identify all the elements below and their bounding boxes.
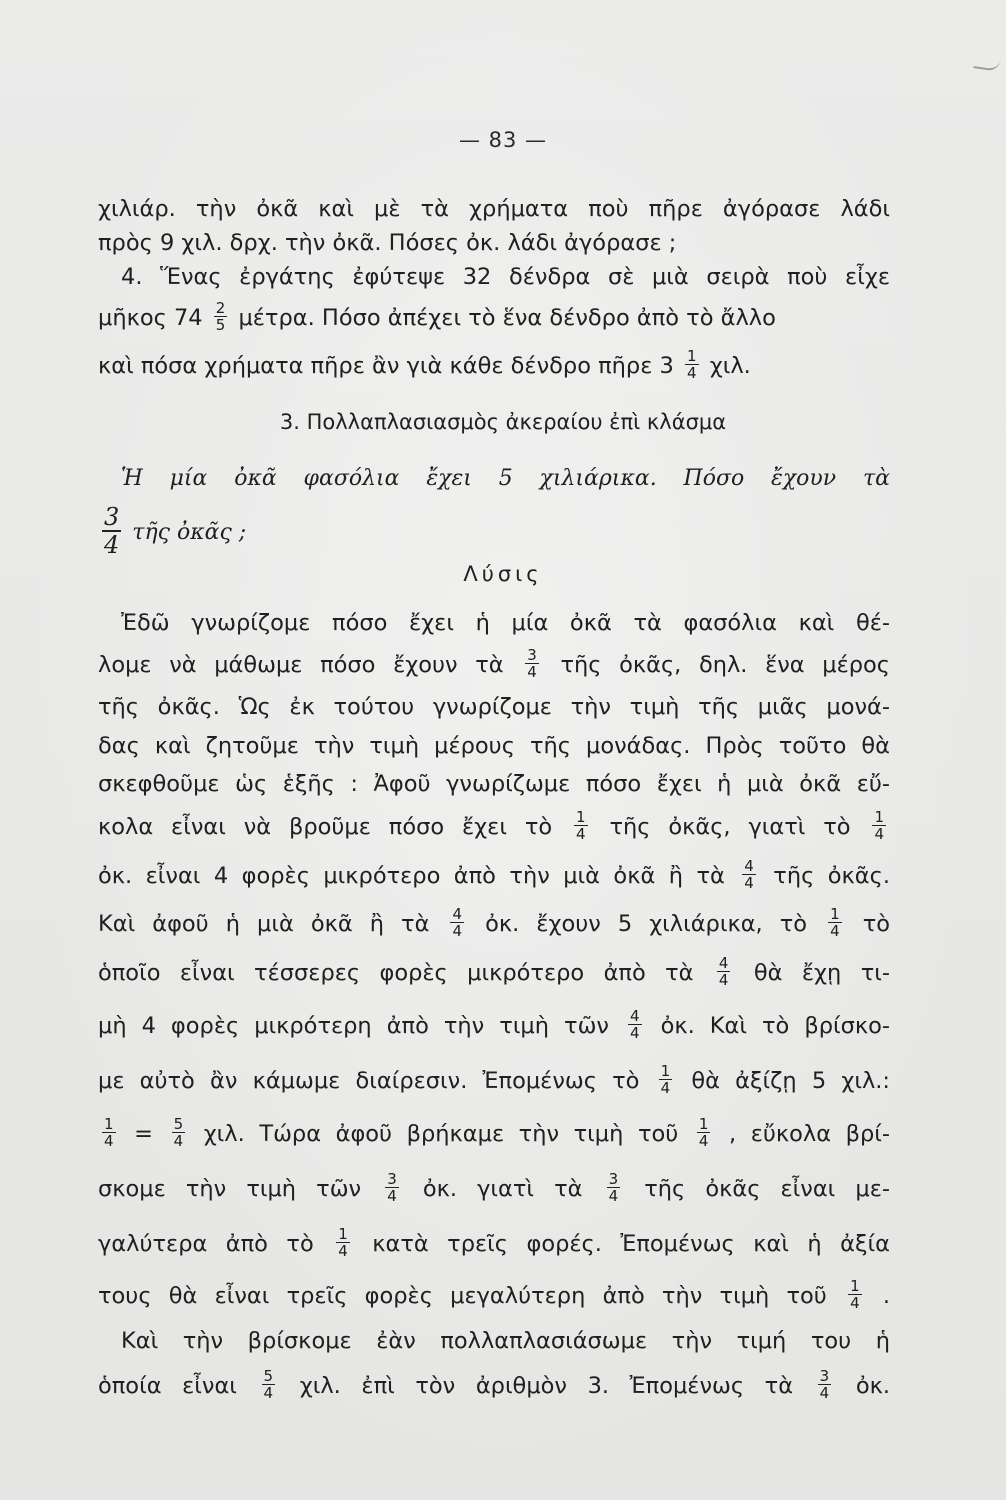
fraction-denominator: 4 — [874, 825, 885, 843]
fraction-numerator: 3 — [819, 1367, 830, 1385]
text-segment: ὀκ. ἔχουν 5 χιλιάρικα, τὸ — [485, 911, 808, 937]
fraction-denominator: 4 — [452, 922, 463, 940]
text-segment: καὶ πόσα χρήματα πῆρε ἂν γιὰ κάθε δένδρο πῆρε 3 — [98, 353, 674, 379]
text-line-9 — [121, 602, 890, 644]
text-segment: τῆς ὀκᾶς, δηλ. ἕνα μέρος — [560, 652, 890, 678]
text-segment: χιλ. Τώρα ἀφοῦ βρήκαμε τὴν τιμὴ τοῦ — [203, 1121, 679, 1147]
text-line-5 — [98, 345, 890, 387]
fraction-one-quarter — [848, 1278, 862, 1311]
fraction-numerator: 1 — [104, 1115, 114, 1133]
text-segment: θὰ ἀξίζῃ 5 χιλ.: — [691, 1068, 890, 1094]
fraction-one-quarter — [697, 1116, 711, 1149]
fraction-one-quarter — [828, 906, 842, 939]
fraction-denominator: 4 — [687, 364, 697, 382]
fraction-numerator: 4 — [630, 1007, 640, 1025]
text-segment: θὰ ἔχῃ τι- — [753, 960, 890, 986]
fraction-denominator: 4 — [263, 1384, 274, 1402]
fraction-numerator: 4 — [718, 954, 729, 972]
fraction-numerator: 1 — [576, 808, 586, 826]
text-segment: σκομε τὴν τιμὴ τῶν — [98, 1176, 362, 1202]
fraction-three-quarters — [818, 1368, 832, 1401]
text-line-17 — [98, 952, 890, 994]
fraction-numerator: 1 — [830, 905, 840, 923]
text-segment: τῆς ὀκᾶς εἶναι με- — [644, 1176, 890, 1202]
fraction-denominator: 4 — [718, 971, 729, 989]
text-segment: μῆκος 74 — [98, 305, 203, 331]
fraction-denominator: 4 — [527, 663, 537, 681]
text-line-15 — [98, 855, 890, 897]
fraction-three-quarters — [607, 1171, 621, 1204]
fraction-denominator: 4 — [173, 1132, 184, 1150]
fraction-denominator: 4 — [104, 1132, 114, 1150]
text-line-25 — [98, 1365, 890, 1407]
text-segment: ὁποῖο εἶναι τέσσερες φορὲς μικρότερο ἀπὸ τὰ — [98, 960, 694, 986]
fraction-numerator: 4 — [452, 905, 463, 923]
fraction-denominator: 4 — [698, 1132, 709, 1150]
fraction-denominator: 4 — [104, 531, 120, 559]
text-segment: . — [882, 1283, 891, 1309]
text-line-3 — [121, 256, 890, 298]
fraction-numerator: 3 — [387, 1170, 397, 1188]
fraction-one-quarter — [574, 809, 588, 842]
fraction-one-quarter — [685, 348, 699, 381]
text-segment: Ἐδῶ γνωρίζομε πόσο ἔχει ἡ μία ὀκᾶ τὰ φασόλια καὶ θέ- — [121, 610, 890, 636]
fraction-one-quarter — [102, 1116, 116, 1149]
text-line-22 — [98, 1223, 890, 1265]
text-segment: γαλύτερα ἀπὸ τὸ — [98, 1231, 314, 1257]
fraction-denominator: 4 — [819, 1384, 830, 1402]
fraction-four-quarters — [450, 906, 464, 939]
text-segment: τους θὰ εἶναι τρεῖς φορὲς μεγαλύτερη ἀπὸ τὴν τιμὴ τοῦ — [98, 1283, 827, 1309]
text-segment: χιλ. — [709, 353, 751, 379]
text-segment: ὀκ. γιατὶ τὰ — [422, 1176, 583, 1202]
fraction-denominator: 4 — [660, 1079, 671, 1097]
text-segment: κατὰ τρεῖς φορές. Ἐπομένως καὶ ἡ ἀξία — [372, 1231, 890, 1257]
fraction-numerator: 1 — [687, 347, 697, 365]
text-line-16 — [98, 903, 890, 945]
section-heading: 3. Πολλαπλασιασμὸς ἀκεραίου ἐπὶ κλάσμα — [279, 410, 727, 434]
text-segment: χιλ. ἐπὶ τὸν ἀριθμὸν 3. Ἐπομένως τὰ — [299, 1373, 794, 1399]
fraction-numerator: 1 — [338, 1225, 348, 1243]
fraction-one-quarter — [872, 809, 886, 842]
text-segment: κολα εἶναι νὰ βροῦμε πόσο ἔχει τὸ — [98, 814, 553, 840]
text-segment: χιλιάρ. τὴν ὀκᾶ καὶ μὲ τὰ χρήματα ποὺ πῆρε ἀγόρασε λάδι — [98, 196, 890, 222]
text-line-19 — [98, 1060, 890, 1102]
fraction-numerator: 3 — [104, 503, 120, 531]
fraction-numerator: 5 — [173, 1115, 184, 1133]
fraction-denominator: 4 — [576, 825, 586, 843]
text-line-21 — [98, 1168, 890, 1210]
text-segment: τῆς ὀκᾶς, γιατὶ τὸ — [609, 814, 851, 840]
fraction-two-fifths — [214, 300, 228, 333]
text-segment: τῆς ὀκᾶς ; — [132, 520, 247, 545]
fraction-four-quarters — [742, 858, 756, 891]
text-segment: τὸ — [862, 911, 891, 937]
text-segment: τῆς ὀκᾶς. — [773, 863, 890, 889]
equals-sign: = — [134, 1121, 153, 1147]
text-line-20 — [98, 1113, 890, 1155]
fraction-numerator: 2 — [215, 299, 226, 317]
fraction-numerator: 1 — [698, 1115, 709, 1133]
text-segment: δας καὶ ζητοῦμε τὴν τιμὴ μέρους τῆς μονάδας. Πρὸς τοῦτο θὰ — [98, 733, 890, 759]
text-segment: 4. Ἕνας ἐργάτης ἐφύτεψε 32 δένδρα σὲ μιὰ σειρὰ ποὺ εἶχε — [121, 264, 890, 290]
text-segment: Ἡ μία ὀκᾶ φασόλια ἔχει 5 χιλιάρικα. Πόσο ἔχουν τὰ — [121, 466, 890, 491]
fraction-three-quarters — [525, 647, 539, 680]
text-line-12 — [98, 725, 890, 767]
text-line-4 — [98, 297, 890, 339]
text-segment: ὀκ. Καὶ τὸ βρίσκο- — [660, 1013, 891, 1039]
text-segment: τῆς ὀκᾶς. Ὡς ἐκ τούτου γνωρίζομε τὴν τιμὴ τῆς μιᾶς μονά- — [98, 694, 890, 720]
fraction-numerator: 3 — [608, 1170, 619, 1188]
solution-title: Λύσις — [463, 562, 543, 586]
text-segment: ὀκ. — [855, 1373, 891, 1399]
fraction-five-quarters — [172, 1116, 186, 1149]
fraction-four-quarters — [628, 1008, 642, 1041]
text-segment: λομε νὰ μάθωμε πόσο ἔχουν τὰ — [98, 652, 504, 678]
page-number: — 83 — — [458, 128, 548, 152]
fraction-denominator: 4 — [850, 1294, 860, 1312]
fraction-numerator: 5 — [263, 1367, 274, 1385]
fraction-numerator: 3 — [527, 646, 537, 664]
text-line-10 — [98, 644, 890, 686]
fraction-denominator: 4 — [744, 874, 754, 892]
problem-line-1 — [121, 458, 890, 500]
text-segment: πρὸς 9 χιλ. δρχ. τὴν ὀκᾶ. Πόσες ὀκ. λάδι ἀγόρασε ; — [98, 230, 677, 256]
text-segment: μέτρα. Πόσο ἀπέχει τὸ ἕνα δένδρο ἀπὸ τὸ ἄλλο — [238, 305, 776, 331]
fraction-five-quarters — [262, 1368, 276, 1401]
fraction-one-quarter — [336, 1226, 350, 1259]
fraction-three-quarters-large — [102, 504, 121, 558]
fraction-denominator: 4 — [830, 922, 840, 940]
text-line-13 — [98, 763, 890, 805]
fraction-numerator: 1 — [874, 808, 885, 826]
fraction-denominator: 4 — [387, 1187, 397, 1205]
text-segment: Καὶ ἀφοῦ ἡ μιὰ ὀκᾶ ἢ τὰ — [98, 911, 430, 937]
text-segment: ὁποία εἶναι — [98, 1373, 237, 1399]
text-segment: , εὔκολα βρί- — [728, 1121, 891, 1147]
fraction-three-quarters — [385, 1171, 399, 1204]
text-line-14 — [98, 806, 890, 848]
fraction-denominator: 4 — [630, 1024, 640, 1042]
text-segment: ὀκ. εἶναι 4 φορὲς μικρότερο ἀπὸ τὴν μιὰ ὀκᾶ ἢ τὰ — [98, 863, 725, 889]
fraction-numerator: 1 — [850, 1277, 860, 1295]
text-segment: μὴ 4 φορὲς μικρότερη ἀπὸ τὴν τιμὴ τῶν — [98, 1013, 609, 1039]
text-line-11 — [98, 686, 890, 728]
fraction-numerator: 1 — [660, 1062, 671, 1080]
fraction-denominator: 5 — [215, 316, 226, 334]
fraction-denominator: 4 — [608, 1187, 619, 1205]
fraction-four-quarters — [717, 955, 731, 988]
fraction-numerator: 4 — [744, 857, 754, 875]
text-line-24 — [121, 1320, 890, 1362]
text-segment: σκεφθοῦμε ὡς ἑξῆς : Ἀφοῦ γνωρίζωμε πόσο ἔχει ἡ μιὰ ὀκᾶ εὔ- — [98, 771, 890, 797]
text-segment: Καὶ τὴν βρίσκομε ἐὰν πολλαπλασιάσωμε τὴν τιμή του ἡ — [121, 1328, 890, 1354]
page-corner-curl — [973, 56, 1000, 72]
text-segment: με αὐτὸ ἂν κάμωμε διαίρεσιν. Ἐπομένως τὸ — [98, 1068, 640, 1094]
fraction-one-quarter — [659, 1063, 673, 1096]
fraction-denominator: 4 — [338, 1242, 348, 1260]
text-line-18 — [98, 1005, 890, 1047]
text-line-23 — [98, 1275, 890, 1317]
problem-line-2 — [98, 503, 890, 559]
